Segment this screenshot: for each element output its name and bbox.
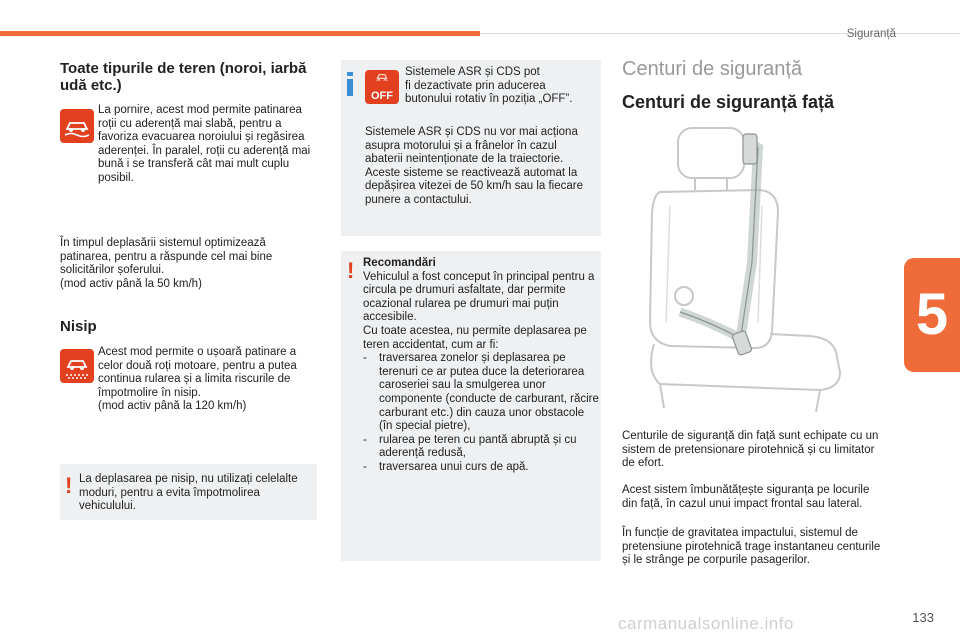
seat-illustration [640,122,870,418]
text-line: În timpul deplasării sistemul optimizează [60,237,266,249]
page-number: 133 [912,610,934,625]
seatbelt-para-2: Acest sistem îmbunătățește siguranța pe locurile din față, în cazul unui impact frontal sau lateral. [622,484,870,510]
text-line: butonului rotativ în poziția „OFF”. [405,93,573,106]
heading-sand: Nisip [60,318,97,335]
asr-off-icon [365,70,399,104]
off-label: OFF [371,90,393,102]
text-line: fi dezactivate prin aducerea [405,79,546,92]
terrain-description: La pornire, acest mod permite patinarea roții cu aderență mai slabă, pentru a favoriza evacuarea noroiului și regăsirea aderenței. În paralel, roții cu aderență mai bună i se transferă cât mai mult cuplu posibil. [98,104,311,184]
warning-icon: ! [65,473,73,498]
asr-text: Sistemele ASR și CDS nu vor mai acționa asupra motorului și a frânelor în cazul abaterii neintenționate de la traiectorie. Aceste sisteme se reactivează automat la depășirea vitezei de 50 km/h sau la fiecare punere a contactului. [365,126,583,206]
asr-info-box [341,60,601,236]
seatbelt-para-1: Centurile de siguranță din față sunt echipate cu un sistem de pretensionare pirotehnică și cu limitator de efort. [622,430,879,470]
list-item: - traversarea unui curs de apă. [363,461,599,475]
sand-mode-icon [60,349,94,383]
off-info-text [405,66,595,107]
recommendations-box [341,251,601,561]
recommendations-intro: Vehiculul a fost conceput în principal pentru a circula pe drumuri asfaltate, dar permite ocazional rularea pe drumuri mai puțin accesibile. [363,270,595,324]
sand-description [98,346,320,414]
header-accent-bar [0,31,480,36]
seatbelt-para-3: În funcție de gravitatea impactului, sistemul de pretensiune pirotehnică trage instantaneu centurile și le strânge pe corpurile pasagerilor. [622,527,881,567]
sand-warning-text: La deplasarea pe nisip, nu utilizați celelalte moduri, pentru a evita împotmolirea vehiculului. [79,473,298,513]
heading-front-seatbelts: Centuri de siguranță față [622,92,835,112]
chapter-number: 5 [915,282,949,347]
text-line: Acest mod permite o ușoară patinare a [98,346,297,358]
sand-warning-box [60,464,317,520]
terrain-optimization-text [60,237,310,291]
text-line: celor două roți motoare, pentru a putea [98,359,297,372]
text-line: patinarea, pentru a răspunde cel mai bine [60,250,273,263]
heading-seatbelts: Centuri de siguranță [622,58,803,80]
text-line: Sistemele ASR și CDS pot [405,66,540,78]
warning-icon: ! [347,258,355,283]
text-line: (mod activ până la 50 km/h) [60,277,202,290]
list-item: - rularea pe teren cu pantă abruptă și cu aderență redusă, [363,434,599,461]
text-line: solicitărilor șoferului. [60,264,165,277]
text-line: (mod activ până la 120 km/h) [98,400,247,413]
seat-belt-drawing [640,122,870,418]
section-name: Siguranță [846,28,896,40]
recommendations-intro2: Cu toate acestea, nu permite deplasarea pe teren accidentat, cum ar fi: [363,324,587,351]
chapter-tab [904,258,960,372]
recommendations-list [363,352,599,474]
list-item: - traversarea zonelor și deplasarea pe terenuri ce ar putea duce la deteriorarea caroseriei sau la smulgerea unor componente (conducte de carburant, răcire carburant etc.) din cauza unor obstacole (în special pietre), [363,352,599,434]
text-line: împotmolire în nisip. [98,386,201,399]
recommendations-title: Recomandări [363,257,436,269]
watermark: carmanualsonline.info [618,614,794,633]
heading-all-terrain: Toate tipurile de teren (noroi, iarbă udă etc.) [60,60,307,94]
text-line: continua rularea și a limita riscurile de [98,373,291,386]
recommendations-content [363,257,599,475]
mud-mode-icon [60,109,94,143]
info-icon [347,72,353,96]
